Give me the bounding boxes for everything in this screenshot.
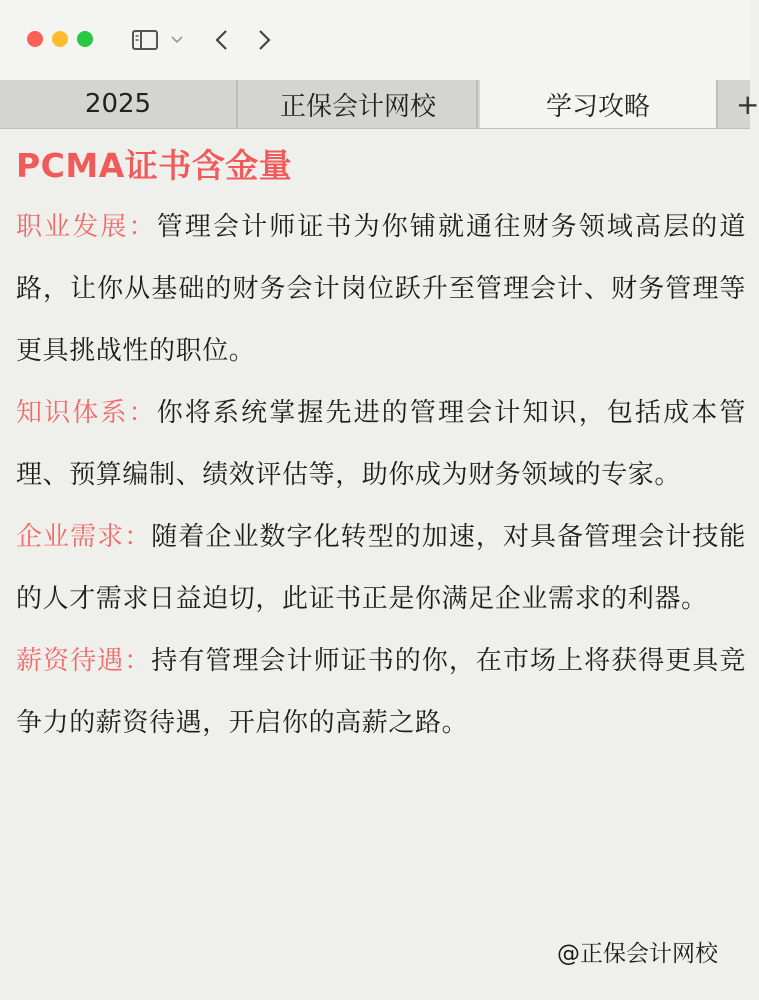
section-label: 知识体系： — [16, 398, 157, 428]
section-salary — [16, 630, 746, 754]
article-title: PCMA证书含金量 — [16, 146, 293, 185]
watermark: @正保会计网校 — [557, 941, 718, 967]
section-text: 持有管理会计师证书的你，在市场上将获得更具竞争力的薪资待遇，开启你的高薪之路。 — [16, 646, 746, 738]
tab-study-guide[interactable]: 学习攻略 — [480, 80, 718, 128]
section-text: 管理会计师证书为你铺就通往财务领域高层的道路，让你从基础的财务会计岗位跃升至管理会计、财务管理等更具挑战性的职位。 — [16, 212, 746, 366]
section-label: 职业发展： — [16, 212, 157, 242]
tab-bar — [0, 80, 759, 129]
section-text: 随着企业数字化转型的加速，对具备管理会计技能的人才需求日益迫切，此证书正是你满足企业需求的利器。 — [16, 522, 746, 614]
section-demand — [16, 506, 746, 630]
minimize-window-button[interactable] — [52, 31, 68, 47]
tab-2025[interactable]: 2025 — [0, 80, 238, 128]
tab-zhengbao[interactable]: 正保会计网校 — [240, 80, 478, 128]
section-text: 你将系统掌握先进的管理会计知识，包括成本管理、预算编制、绩效评估等，助你成为财务领域的专家。 — [16, 398, 746, 490]
back-arrow-icon[interactable] — [210, 25, 232, 55]
section-career — [16, 196, 746, 382]
zoom-window-button[interactable] — [77, 31, 93, 47]
close-window-button[interactable] — [27, 31, 43, 47]
section-label: 企业需求： — [16, 522, 152, 552]
forward-arrow-icon[interactable] — [254, 25, 276, 55]
section-label: 薪资待遇： — [16, 646, 152, 676]
section-knowledge — [16, 382, 746, 506]
new-tab-button[interactable]: + — [736, 87, 759, 121]
chevron-down-icon[interactable] — [170, 25, 184, 55]
window-titlebar — [0, 0, 750, 81]
article — [16, 140, 746, 754]
sidebar-icon[interactable] — [131, 25, 159, 55]
